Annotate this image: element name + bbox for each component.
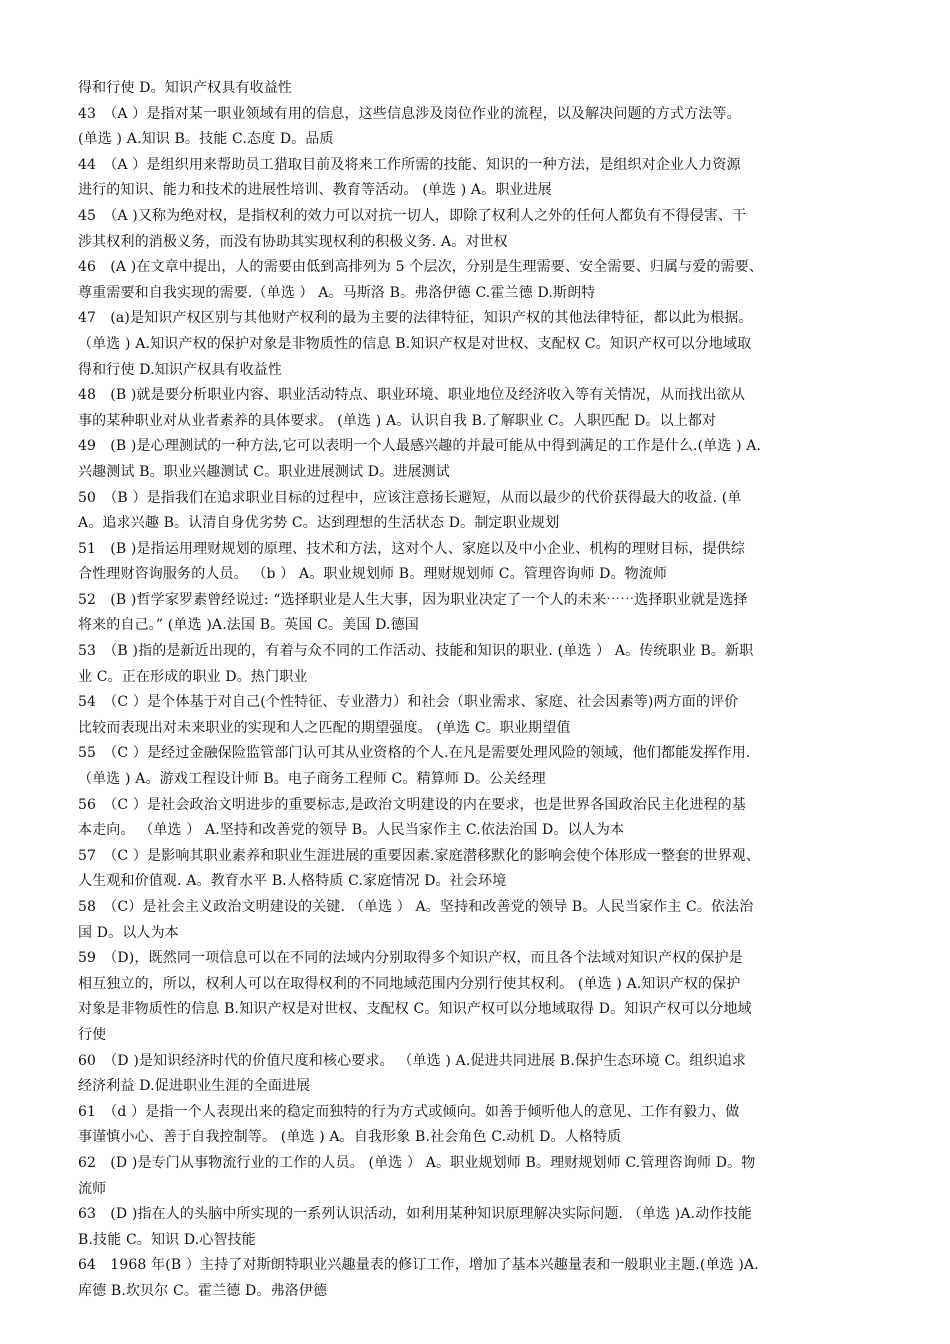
text-line: 58 （C）是社会主义政治文明建设的关键. （单选 ） A。坚持和改善党的领导 B。人民当家作主 C。依法治 (78, 899, 754, 915)
text-line: 相互独立的，所以，权利人可以在取得权利的不同地域范围内分别行使其权利。 (单选 ) A.知识产权的保护 (78, 975, 741, 992)
text-line: 事的某种职业对从业者素养的具体要求。 (单选 ) A。认识自我 B.了解职业 C。人职匹配 D。以上都对 (78, 412, 717, 429)
text-line: 涉其权利的消极义务，而没有协助其实现权利的积极义务. A。对世权 (78, 233, 508, 250)
text-line: 对象是非物质性的信息 B.知识产权是对世权、支配权 C。知识产权可以分地域取得 D。知识产权可以分地域 (78, 1001, 752, 1018)
text-line: 64 1968 年(B ）主持了对斯朗特职业兴趣量表的修订工作，增加了基本兴趣量表和一般职业主题.(单选 )A. (78, 1257, 759, 1274)
text-line: 兴趣测试 B。职业兴趣测试 C。职业进展测试 D。进展测试 (78, 463, 450, 480)
text-line: 本走向。 （单选 ） A.坚持和改善党的领导 B。人民当家作主 C.依法治国 D。以人为本 (78, 822, 625, 839)
text-line: 经济利益 D.促进职业生涯的全面进展 (78, 1078, 311, 1095)
text-line: 51 (B )是指运用理财规划的原理、技术和方法，这对个人、家庭以及中小企业、机构的理财目标，提供综 (78, 540, 745, 557)
text-line: A。追求兴趣 B。认清自身优劣势 C。达到理想的生活状态 D。制定职业规划 (78, 515, 560, 532)
text-line: 尊重需要和自我实现的需要.（单选 ） A。马斯洛 B。弗洛伊德 C.霍兰德 D.斯朗特 (78, 284, 596, 301)
text-line: 61 （d ）是指一个人表现出来的稳定而独特的行为方式或倾向。如善于倾听他人的意见、工作有毅力、做 (78, 1103, 740, 1120)
text-line: 53 （B )指的是新近出现的，有着与众不同的工作活动、技能和知识的职业. (单选 ） A。传统职业 B。新职 (78, 643, 754, 660)
text-line: 库德 B.坎贝尔 C。霍兰德 D。弗洛伊德 (78, 1282, 328, 1299)
text-line: 进行的知识、能力和技术的进展性培训、教育等活动。 (单选 ) A。职业进展 (78, 182, 552, 199)
text-line: 流师 (78, 1180, 107, 1197)
text-line: 54 （C ）是个体基于对自己(个性特征、专业潜力）和社会（职业需求、家庭、社会因素等)两方面的评价 (78, 694, 739, 711)
text-line: 60 （D )是知识经济时代的价值尺度和核心要求。 （单选 ) A.促进共同进展 B.保护生态环境 C。组织追求 (78, 1052, 747, 1069)
text-line: 事谨慎小心、善于自我控制等。 (单选 ) A。自我形象 B.社会角色 C.动机 D。人格特质 (78, 1129, 622, 1146)
text-line: 国 D。以人为本 (78, 924, 179, 941)
text-line: 62 (D )是专门从事物流行业的工作的人员。 (单选 ） A。职业规划师 B。理财规划师 C.管理咨询师 D。物 (78, 1154, 756, 1171)
text-line: (单选 ) A.知识 B。技能 C.态度 D。品质 (78, 131, 334, 148)
text-line: 56 （C ）是社会政治文明进步的重要标志,是政治文明建设的内在要求，也是世界各国政治民主化进程的基 (78, 796, 746, 813)
text-line: 52 (B )哲学家罗素曾经说过: “选择职业是人生大事，因为职业决定了一个人的未来⋯⋯选择职业就是选择 (78, 591, 748, 608)
text-line: 比较而表现出对未来职业的实现和人之匹配的期望强度。 (单选 C。职业期望值 (78, 719, 571, 736)
text-line: 59 （D)，既然同一项信息可以在不同的法域内分别取得多个知识产权，而且各个法域对知识产权的保护是 (78, 950, 743, 967)
text-line: 43 （A ）是指对某一职业领域有用的信息，这些信息涉及岗位作业的流程，以及解决问题的方式方法等。 (78, 105, 741, 122)
text-line: 业 C。正在形成的职业 D。热门职业 (78, 668, 308, 685)
text-line: B.技能 C。知识 D.心智技能 (78, 1231, 256, 1248)
text-line: 63 (D )指在人的头脑中所实现的一系列认识活动，如利用某种知识原理解决实际问题. （单选 )A.动作技能 (78, 1206, 752, 1223)
text-line: 44 （A ）是组织用来帮助员工猎取目前及将来工作所需的技能、知识的一种方法，是组织对企业人力资源 (78, 156, 741, 173)
text-line: 得和行使 D.知识产权具有收益性 (78, 361, 283, 378)
text-line: 47 (a)是知识产权区别与其他财产权利的最为主要的法律特征，知识产权的其他法律特征，都以此为根据。 (78, 310, 753, 327)
text-line: 57 （C ）是影响其职业素养和职业生涯进展的重要因素.家庭潜移默化的影响会使个体形成一整套的世界观、 (78, 847, 761, 864)
text-line: 50 （B ）是指我们在追求职业目标的过程中，应该注意扬长避短，从而以最少的代价获得最大的收益. (单 (78, 489, 742, 506)
text-line: 人生观和价值观. A。教育水平 B.人格特质 C.家庭情况 D。社会环境 (78, 873, 507, 890)
text-line: 45 （A )又称为绝对权，是指权利的效力可以对抗一切人，即除了权利人之外的任何人都负有不得侵害、干 (78, 207, 747, 224)
text-line: 48 (B )就是要分析职业内容、职业活动特点、职业环境、职业地位及经济收入等有关情况，从而找出欲从 (78, 387, 745, 404)
text-line: 将来的自己。” (单选 )A.法国 B。英国 C。美国 D.德国 (78, 617, 419, 634)
text-line: 46 (A )在文章中提出，人的需要由低到高排列为 5 个层次，分别是生理需要、安全需要、归属与爱的需要、 (78, 259, 764, 276)
text-line: 49 (B )是心理测试的一种方法,它可以表明一个人最感兴趣的并最可能从中得到满足的工作是什么.(单选 ) A. (78, 438, 762, 455)
text-line: 55 （C ）是经过金融保险监管部门认可其从业资格的个人.在凡是需要处理风险的领域，他们都能发挥作用. (78, 745, 751, 762)
text-line: 行使 (78, 1026, 107, 1043)
document-page (78, 76, 878, 1305)
text-line: 合性理财咨询服务的人员。 （b ） A。职业规划师 B。理财规划师 C。管理咨询师 D。物流师 (78, 566, 668, 583)
text-line: （单选 ) A.知识产权的保护对象是非物质性的信息 B.知识产权是对世权、支配权 C。知识产权可以分地域取 (78, 335, 752, 352)
text-line: 得和行使 D。知识产权具有收益性 (78, 80, 293, 96)
text-line: （单选 ) A。游戏工程设计师 B。电子商务工程师 C。精算师 D。公关经理 (78, 771, 546, 788)
